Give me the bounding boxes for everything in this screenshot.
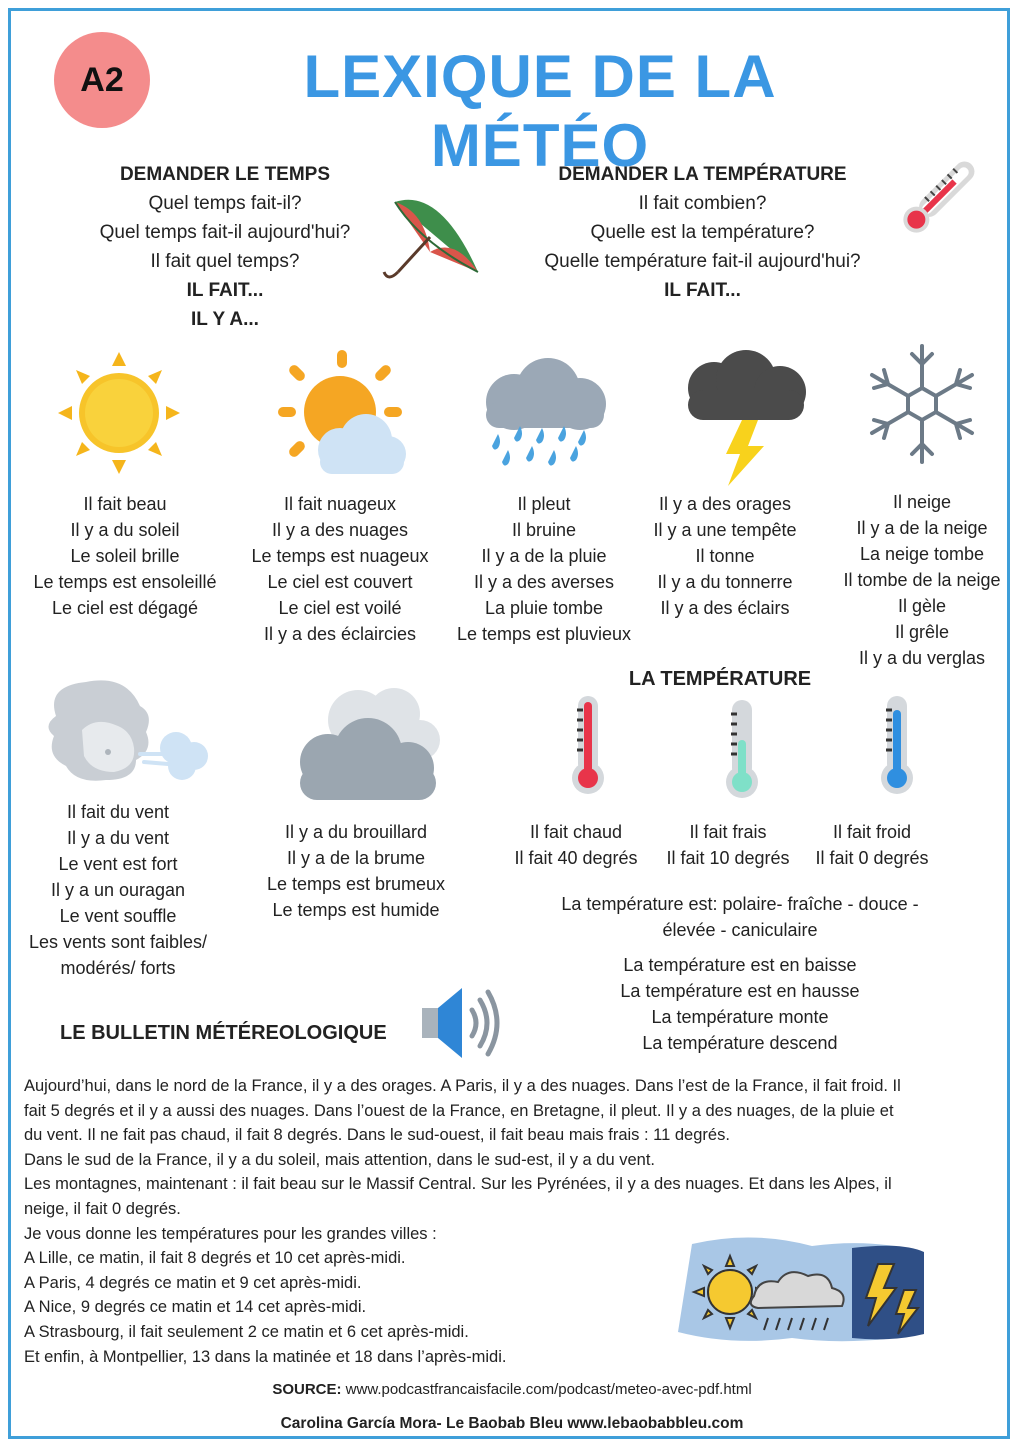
phrase: Il bruine: [511, 520, 577, 540]
ask-weather-answer: IL Y A...: [191, 309, 259, 330]
sun-icon: [58, 352, 180, 474]
phrase: Il y a du vent: [66, 828, 170, 848]
phrase: Il y a un ouragan: [50, 880, 186, 900]
phrase: Il fait nuageux: [283, 494, 397, 514]
bulletin-line: du vent. Il ne fait pas chaud, il fait 8 degrés. Dans le sud-ouest, il fait beau mais frais : 11 degrés.: [24, 1126, 730, 1145]
ask-weather-answer: IL FAIT...: [186, 280, 264, 301]
bulletin-line: Je vous donne les températures pour les grandes villes :: [24, 1224, 437, 1243]
mild-phrases: [656, 819, 800, 871]
phrase: Il fait frais: [689, 822, 767, 842]
phrase: Le temps est nuageux: [251, 546, 429, 566]
temperature-heading: LA TEMPÉRATURE: [628, 668, 812, 690]
source-label: SOURCE:: [272, 1381, 342, 1398]
ask-weather-line: Quel temps fait-il?: [148, 193, 302, 214]
phrase: Il neige: [892, 492, 952, 512]
phrase: Le temps est ensoleillé: [33, 572, 217, 592]
phrase: Il y a du tonnerre: [657, 572, 793, 592]
bulletin-line: A Strasbourg, il fait seulement 2 ce matin et 6 cet après-midi.: [24, 1322, 469, 1341]
snow-phrases: [832, 489, 1012, 671]
phrase: Le temps est brumeux: [266, 874, 446, 894]
wind-icon: [36, 676, 212, 788]
ask-temperature-heading: DEMANDER LA TEMPÉRATURE: [558, 164, 847, 185]
phrase: Il y a des orages: [658, 494, 792, 514]
page-title: LEXIQUE DE LA MÉTÉO: [303, 43, 777, 179]
ask-weather-block: [60, 160, 390, 334]
sunny-phrases: [20, 491, 230, 621]
storm-phrases: [640, 491, 810, 621]
phrase: Le temps est pluvieux: [456, 624, 632, 644]
thermometer-mild-icon: [725, 700, 759, 800]
phrase: Il grêle: [894, 622, 950, 642]
bulletin-line: neige, il fait 0 degrés.: [24, 1199, 181, 1218]
phrase: Le ciel est dégagé: [51, 598, 199, 618]
bulletin-line: fait 5 degrés et il y a aussi des nuages. Dans l’ouest de la France, en Bretagne, il pleut. Il y a des nuages, de la pluie et: [24, 1101, 894, 1120]
bulletin-line: A Lille, ce matin, il fait 8 degrés et 10 cet après-midi.: [24, 1249, 406, 1268]
phrase: Il fait 0 degrés: [815, 848, 929, 868]
phrase: La neige tombe: [859, 544, 985, 564]
temperature-change: [580, 952, 900, 1056]
weather-illustration: [672, 1234, 928, 1348]
umbrella-icon: [380, 192, 485, 287]
hot-phrases: [500, 819, 652, 871]
thermometer-icon: [896, 155, 982, 239]
bulletin-line: Et enfin, à Montpellier, 13 dans la matinée et 18 dans l’après-midi.: [24, 1347, 507, 1366]
phrase: Il y a des éclaircies: [263, 624, 417, 644]
phrase: Le vent est fort: [58, 854, 178, 874]
speaker-icon: [420, 986, 500, 1060]
credit-line: Carolina García Mora- Le Baobab Bleu www.lebaobabbleu.com: [280, 1415, 744, 1432]
bulletin-line: Les montagnes, maintenant : il fait beau sur le Massif Central. Sur les Pyrénées, il y a des nuages. Et dans les Alpes, il: [24, 1175, 892, 1194]
phrase: Il gèle: [897, 596, 947, 616]
phrase: modérés/ forts: [60, 958, 176, 978]
bulletin-line: Dans le sud de la France, il y a du soleil, mais attention, dans le sud-est, il y a du vent.: [24, 1150, 655, 1169]
storm-cloud-icon: [684, 350, 808, 488]
fog-phrases: [250, 819, 462, 923]
ask-weather-line: Quel temps fait-il aujourd'hui?: [99, 222, 351, 243]
phrase: Les vents sont faibles/: [28, 932, 208, 952]
phrase: Il y a des averses: [473, 572, 615, 592]
fog-cloud-icon: [296, 684, 441, 804]
ask-temperature-block: [520, 160, 885, 305]
phrase: Il y a du verglas: [858, 648, 986, 668]
phrase: Le ciel est voilé: [278, 598, 402, 618]
cloudy-phrases: [240, 491, 440, 647]
ask-temperature-answer: IL FAIT...: [664, 280, 741, 301]
phrase: Il fait froid: [832, 822, 912, 842]
thermometer-cold-icon: [880, 696, 914, 796]
phrase: Il tonne: [695, 546, 755, 566]
cold-phrases: [806, 819, 938, 871]
bulletin-line: A Paris, 4 degrés ce matin et 9 cet après-midi.: [24, 1273, 362, 1292]
source-url[interactable]: www.podcastfrancaisfacile.com/podcast/meteo-avec-pdf.html: [345, 1381, 752, 1398]
phrase: La température descend: [642, 1033, 838, 1053]
phrase: Le vent souffle: [59, 906, 177, 926]
phrase: Le temps est humide: [272, 900, 440, 920]
thermometer-hot-icon: [571, 696, 605, 796]
phrase: Le ciel est couvert: [267, 572, 413, 592]
phrase: La température est en baisse: [623, 955, 857, 975]
phrase: Il fait 40 degrés: [514, 848, 638, 868]
bulletin-line: A Nice, 9 degrés ce matin et 14 cet après-midi.: [24, 1298, 367, 1317]
bulletin-heading: LE BULLETIN MÉTÉREOLOGIQUE: [60, 1022, 387, 1044]
ask-temperature-line: Quelle est la température?: [590, 222, 815, 243]
phrase: Il fait chaud: [529, 822, 623, 842]
phrase: Il y a une tempête: [653, 520, 797, 540]
phrase: Il y a des éclairs: [660, 598, 790, 618]
phrase: Il y a du soleil: [70, 520, 180, 540]
phrase: Il pleut: [517, 494, 571, 514]
rain-cloud-icon: [480, 358, 608, 478]
phrase: Il fait beau: [83, 494, 167, 514]
rain-phrases: [448, 491, 640, 647]
phrase: Il y a de la brume: [286, 848, 426, 868]
phrase: La température est: polaire- fraîche - douce -: [561, 894, 919, 914]
temperature-scale: [530, 891, 950, 943]
sun-cloud-icon: [278, 350, 406, 475]
phrase: La température est en hausse: [620, 981, 860, 1001]
phrase: Le soleil brille: [70, 546, 180, 566]
phrase: Il y a de la pluie: [481, 546, 607, 566]
snowflake-icon: [868, 344, 976, 464]
ask-weather-line: Il fait quel temps?: [150, 251, 300, 272]
phrase: Il fait 10 degrés: [666, 848, 790, 868]
ask-temperature-line: Il fait combien?: [638, 193, 767, 214]
phrase: La température monte: [651, 1007, 829, 1027]
phrase: Il fait du vent: [66, 802, 170, 822]
ask-temperature-line: Quelle température fait-il aujourd'hui?: [544, 251, 861, 272]
phrase: Il y a du brouillard: [284, 822, 428, 842]
phrase: Il tombe de la neige: [843, 570, 1001, 590]
wind-phrases: [18, 799, 218, 981]
ask-weather-heading: DEMANDER LE TEMPS: [119, 164, 331, 185]
bulletin-line: Aujourd’hui, dans le nord de la France, il y a des orages. A Paris, il y a des nuages. Dans l’est de la France, il fait froid. Il: [24, 1077, 901, 1095]
phrase: Il y a de la neige: [856, 518, 988, 538]
phrase: La pluie tombe: [484, 598, 604, 618]
phrase: Il y a des nuages: [271, 520, 409, 540]
source-line: [0, 1381, 1024, 1398]
phrase: élevée - caniculaire: [662, 920, 818, 940]
level-badge: A2: [54, 32, 150, 128]
